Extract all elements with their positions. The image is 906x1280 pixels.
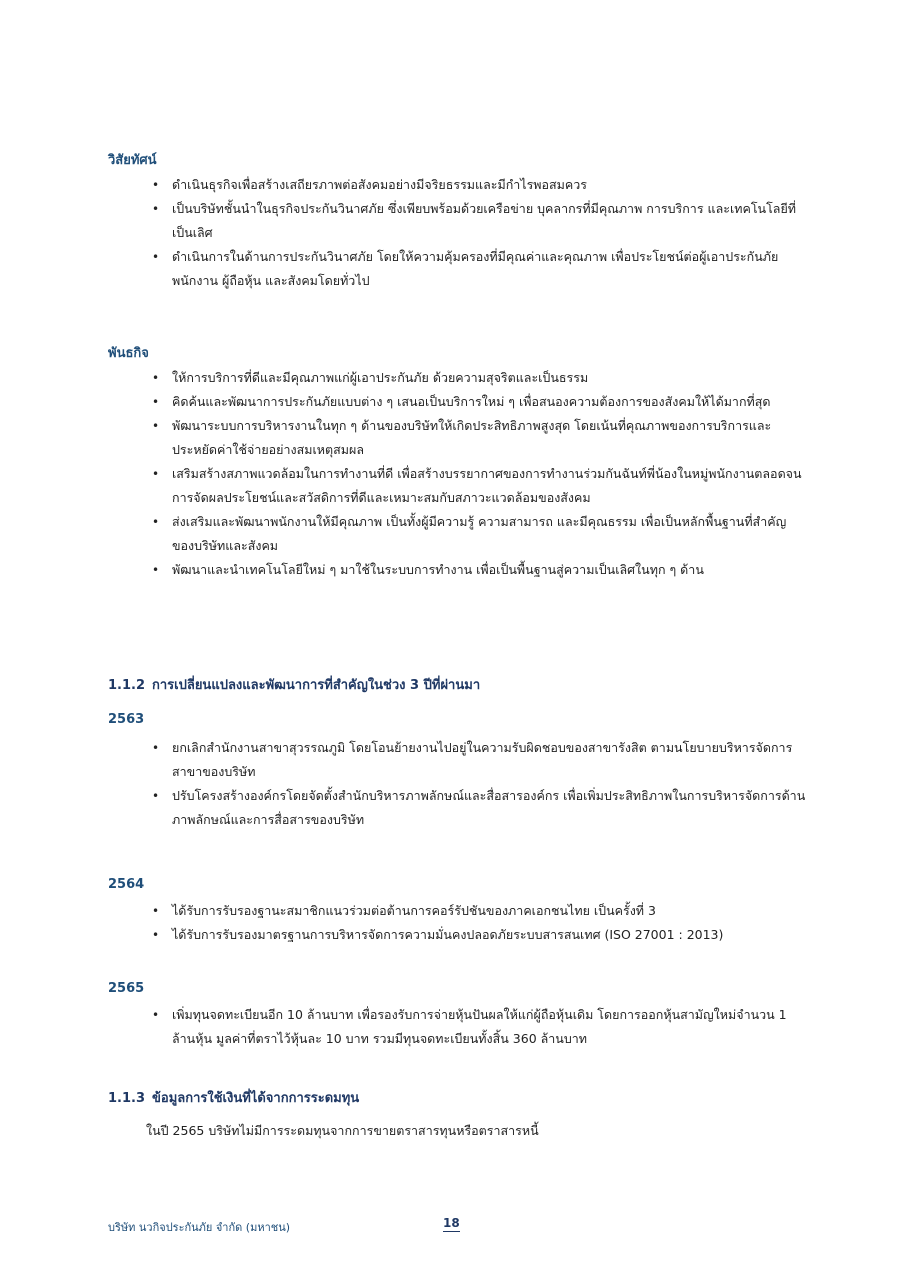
section-1-1-2-heading [108, 674, 480, 695]
bullet-icon: • [152, 250, 160, 264]
bullet-icon: • [152, 1008, 160, 1022]
list-item: • ยกเลิกสำนักงานสาขาสุวรรณภูมิ โดยโอนย้ายงานไปอยู่ในความรับผิดชอบของสาขารังสิต ตามนโยบายบริหารจัดการสาขาของบริษัท [146, 736, 806, 784]
year-2565-list [146, 1003, 806, 1051]
section-1-1-3-heading [108, 1087, 359, 1108]
year-2563-list [146, 736, 806, 832]
bullet-icon: • [152, 515, 160, 529]
list-item: • ให้การบริการที่ดีและมีคุณภาพแก่ผู้เอาประกันภัย ด้วยความสุจริตและเป็นธรรม [146, 366, 806, 390]
list-item: • ได้รับการรับรองฐานะสมาชิกแนวร่วมต่อต้านการคอร์รัปชันของภาคเอกชนไทย เป็นครั้งที่ 3 [146, 899, 806, 923]
mission-heading: พันธกิจ [108, 346, 149, 361]
vision-heading: วิสัยทัศน์ [108, 153, 157, 168]
mission-list [146, 366, 806, 582]
bullet-icon: • [152, 419, 160, 433]
bullet-icon: • [152, 395, 160, 409]
bullet-icon: • [152, 371, 160, 385]
bullet-icon: • [152, 467, 160, 481]
section-title: ข้อมูลการใช้เงินที่ได้จากการระดมทุน [152, 1091, 360, 1106]
list-item: • ดำเนินการในด้านการประกันวินาศภัย โดยให้ความคุ้มครองที่มีคุณค่าและคุณภาพ เพื่อประโยชน์ต่อผู้เอาประกันภัย พนักงาน ผู้ถือหุ้น และสังคมโดยทั่วไป [146, 245, 806, 293]
bullet-icon: • [152, 563, 160, 577]
bullet-icon: • [152, 178, 160, 192]
bullet-icon: • [152, 928, 160, 942]
year-2564-list [146, 899, 806, 947]
list-item: • ส่งเสริมและพัฒนาพนักงานให้มีคุณภาพ เป็นทั้งผู้มีความรู้ ความสามารถ และมีคุณธรรม เพื่อเป็นหลักพื้นฐานที่สำคัญของบริษัทและสังคม [146, 510, 806, 558]
bullet-icon: • [152, 741, 160, 755]
list-item: • เสริมสร้างสภาพแวดล้อมในการทำงานที่ดี เพื่อสร้างบรรยากาศของการทำงานร่วมกันฉันท์พี่น้องในหมู่พนักงานตลอดจนการจัดผลประโยชน์และสวัสดิการที่ดีและเหมาะสมกับสภาวะแวดล้อมของสังคม [146, 462, 806, 510]
list-item: • ดำเนินธุรกิจเพื่อสร้างเสถียรภาพต่อสังคมอย่างมีจริยธรรมและมีกำไรพอสมควร [146, 173, 806, 197]
year-2565-heading: 2565 [108, 981, 145, 996]
section-number: 1.1.3 [108, 1091, 146, 1106]
year-2563-heading: 2563 [108, 712, 145, 727]
bullet-icon: • [152, 202, 160, 216]
list-item: • เพิ่มทุนจดทะเบียนอีก 10 ล้านบาท เพื่อรองรับการจ่ายหุ้นปันผลให้แก่ผู้ถือหุ้นเดิม โดยการออกหุ้นสามัญใหม่จำนวน 1 ล้านหุ้น มูลค่าที่ตราไว้หุ้นละ 10 บาท รวมมีทุนจดทะเบียนทั้งสิ้น 360 ล้านบาท [146, 1003, 806, 1051]
section-title: การเปลี่ยนแปลงและพัฒนาการที่สำคัญในช่วง 3 ปีที่ผ่านมา [152, 678, 481, 693]
section-number: 1.1.2 [108, 678, 146, 693]
list-item: • ได้รับการรับรองมาตรฐานการบริหารจัดการความมั่นคงปลอดภัยระบบสารสนเทศ (ISO 27001 : 2013) [146, 923, 806, 947]
page-number: 18 [443, 1216, 460, 1230]
list-item: • ปรับโครงสร้างองค์กรโดยจัดตั้งสำนักบริหารภาพลักษณ์และสื่อสารองค์กร เพื่อเพิ่มประสิทธิภาพในการบริหารจัดการด้านภาพลักษณ์และการสื่อสารของบริษัท [146, 784, 806, 832]
list-item: • เป็นบริษัทชั้นนำในธุรกิจประกันวินาศภัย ซึ่งเพียบพร้อมด้วยเครือข่าย บุคลากรที่มีคุณภาพ การบริการ และเทคโนโลยีที่เป็นเลิศ [146, 197, 806, 245]
list-item: • คิดค้นและพัฒนาการประกันภัยแบบต่าง ๆ เสนอเป็นบริการใหม่ ๆ เพื่อสนองความต้องการของสังคมให้ได้มากที่สุด [146, 390, 806, 414]
year-2564-heading: 2564 [108, 877, 145, 892]
list-item: • พัฒนาระบบการบริหารงานในทุก ๆ ด้านของบริษัทให้เกิดประสิทธิภาพสูงสุด โดยเน้นที่คุณภาพของการบริการและประหยัดค่าใช้จ่ายอย่างสมเหตุสมผล [146, 414, 806, 462]
footer-company-name: บริษัท นวกิจประกันภัย จำกัด (มหาชน) [108, 1221, 291, 1234]
list-item: • พัฒนาและนำเทคโนโลยีใหม่ ๆ มาใช้ในระบบการทำงาน เพื่อเป็นพื้นฐานสู่ความเป็นเลิศในทุก ๆ ด้าน [146, 558, 806, 582]
funding-paragraph: ในปี 2565 บริษัทไม่มีการระดมทุนจากการขายตราสารทุนหรือตราสารหนี้ [146, 1123, 539, 1138]
vision-list [146, 173, 806, 293]
bullet-icon: • [152, 904, 160, 918]
bullet-icon: • [152, 789, 160, 803]
